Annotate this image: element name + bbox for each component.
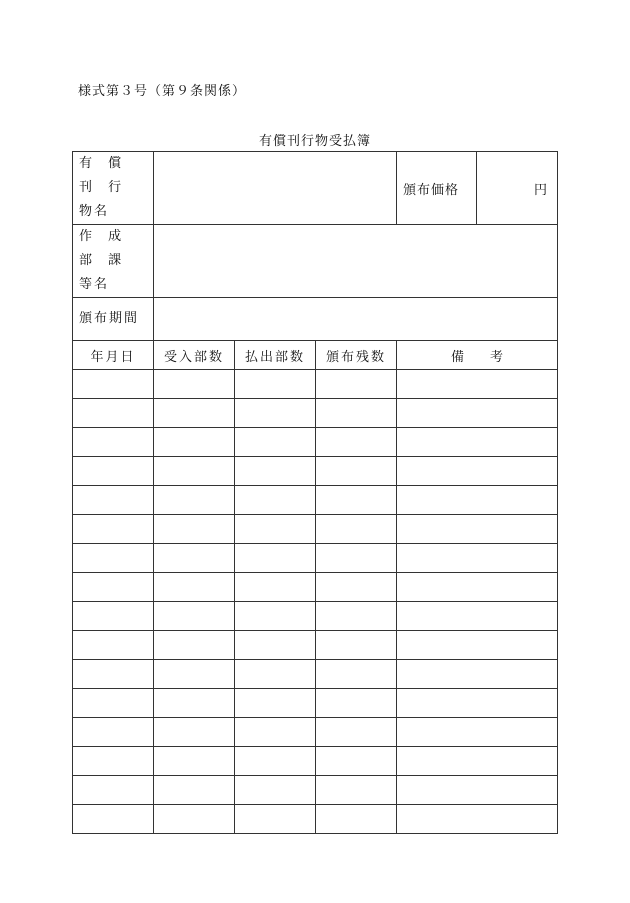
department-label-line1: 作 成 部 課 [79, 229, 128, 268]
table-row [73, 689, 558, 718]
cell-remaining[interactable] [316, 573, 397, 602]
publication-name-label-line2: 物名 [79, 204, 110, 219]
cell-issued[interactable] [235, 805, 316, 834]
cell-date[interactable] [73, 689, 154, 718]
table-row [73, 515, 558, 544]
period-field[interactable] [154, 298, 558, 341]
cell-received[interactable] [154, 602, 235, 631]
cell-remarks[interactable] [397, 428, 558, 457]
cell-remarks[interactable] [397, 776, 558, 805]
cell-issued[interactable] [235, 544, 316, 573]
cell-received[interactable] [154, 718, 235, 747]
department-row [73, 225, 558, 298]
cell-remaining[interactable] [316, 631, 397, 660]
cell-received[interactable] [154, 573, 235, 602]
period-label: 頒布期間 [73, 298, 154, 341]
cell-date[interactable] [73, 718, 154, 747]
cell-remarks[interactable] [397, 689, 558, 718]
cell-received[interactable] [154, 457, 235, 486]
period-row [73, 298, 558, 341]
table-row [73, 660, 558, 689]
table-row [73, 631, 558, 660]
cell-received[interactable] [154, 776, 235, 805]
table-row [73, 428, 558, 457]
publication-name-label-line1: 有 償 刊 行 [79, 156, 128, 195]
cell-received[interactable] [154, 660, 235, 689]
cell-remaining[interactable] [316, 602, 397, 631]
cell-issued[interactable] [235, 718, 316, 747]
cell-date[interactable] [73, 486, 154, 515]
table-row [73, 776, 558, 805]
cell-remarks[interactable] [397, 486, 558, 515]
cell-date[interactable] [73, 515, 154, 544]
ledger-table [72, 151, 558, 834]
cell-issued[interactable] [235, 486, 316, 515]
cell-received[interactable] [154, 370, 235, 399]
table-row [73, 399, 558, 428]
form-number: 様式第３号（第９条関係） [78, 84, 247, 99]
cell-issued[interactable] [235, 631, 316, 660]
form-title: 有償刊行物受払簿 [258, 134, 371, 149]
cell-received[interactable] [154, 428, 235, 457]
price-unit: 円 [534, 182, 548, 198]
column-header-issued: 払出部数 [235, 341, 316, 370]
cell-remarks[interactable] [397, 602, 558, 631]
table-row [73, 544, 558, 573]
department-label [73, 225, 154, 298]
cell-remarks[interactable] [397, 515, 558, 544]
cell-remarks[interactable] [397, 660, 558, 689]
cell-remarks[interactable] [397, 631, 558, 660]
cell-received[interactable] [154, 805, 235, 834]
cell-date[interactable] [73, 457, 154, 486]
table-row [73, 486, 558, 515]
cell-received[interactable] [154, 544, 235, 573]
cell-remarks[interactable] [397, 718, 558, 747]
ledger-body [73, 152, 558, 834]
column-header-remarks-char1: 備 [451, 349, 465, 365]
cell-remaining[interactable] [316, 486, 397, 515]
cell-remaining[interactable] [316, 515, 397, 544]
table-row [73, 805, 558, 834]
cell-remaining[interactable] [316, 660, 397, 689]
cell-remaining[interactable] [316, 544, 397, 573]
cell-received[interactable] [154, 689, 235, 718]
column-header-remarks-char2: 考 [490, 349, 504, 365]
cell-date[interactable] [73, 776, 154, 805]
cell-issued[interactable] [235, 747, 316, 776]
publication-name-row [73, 152, 558, 225]
table-row [73, 602, 558, 631]
cell-date[interactable] [73, 544, 154, 573]
cell-date[interactable] [73, 602, 154, 631]
price-field[interactable] [477, 152, 558, 225]
department-field[interactable] [154, 225, 558, 298]
cell-issued[interactable] [235, 689, 316, 718]
cell-received[interactable] [154, 399, 235, 428]
cell-received[interactable] [154, 631, 235, 660]
cell-remarks[interactable] [397, 805, 558, 834]
cell-remaining[interactable] [316, 457, 397, 486]
table-row [73, 718, 558, 747]
cell-issued[interactable] [235, 515, 316, 544]
table-row [73, 370, 558, 399]
cell-remarks[interactable] [397, 370, 558, 399]
table-row [73, 457, 558, 486]
cell-remaining[interactable] [316, 689, 397, 718]
cell-issued[interactable] [235, 602, 316, 631]
cell-received[interactable] [154, 747, 235, 776]
column-header-received: 受入部数 [154, 341, 235, 370]
cell-remaining[interactable] [316, 399, 397, 428]
table-row [73, 747, 558, 776]
publication-name-label [73, 152, 154, 225]
cell-issued[interactable] [235, 399, 316, 428]
cell-remaining[interactable] [316, 747, 397, 776]
cell-issued[interactable] [235, 573, 316, 602]
cell-received[interactable] [154, 515, 235, 544]
cell-remarks[interactable] [397, 747, 558, 776]
cell-date[interactable] [73, 428, 154, 457]
department-label-line2: 等名 [79, 277, 110, 292]
cell-remarks[interactable] [397, 544, 558, 573]
cell-remaining[interactable] [316, 428, 397, 457]
cell-issued[interactable] [235, 370, 316, 399]
cell-date[interactable] [73, 805, 154, 834]
publication-name-field[interactable] [154, 152, 397, 225]
cell-issued[interactable] [235, 776, 316, 805]
cell-date[interactable] [73, 660, 154, 689]
cell-date[interactable] [73, 631, 154, 660]
cell-issued[interactable] [235, 428, 316, 457]
cell-remaining[interactable] [316, 805, 397, 834]
cell-remarks[interactable] [397, 457, 558, 486]
cell-date[interactable] [73, 573, 154, 602]
cell-date[interactable] [73, 370, 154, 399]
cell-issued[interactable] [235, 457, 316, 486]
column-header-date: 年月日 [73, 341, 154, 370]
cell-date[interactable] [73, 399, 154, 428]
cell-remarks[interactable] [397, 399, 558, 428]
column-header-row [73, 341, 558, 370]
cell-issued[interactable] [235, 660, 316, 689]
cell-remaining[interactable] [316, 776, 397, 805]
column-header-remaining: 頒布残数 [316, 341, 397, 370]
column-header-remarks [397, 341, 558, 370]
cell-received[interactable] [154, 486, 235, 515]
cell-date[interactable] [73, 747, 154, 776]
cell-remaining[interactable] [316, 370, 397, 399]
table-row [73, 573, 558, 602]
cell-remarks[interactable] [397, 573, 558, 602]
cell-remaining[interactable] [316, 718, 397, 747]
price-label: 頒布価格 [397, 152, 477, 225]
